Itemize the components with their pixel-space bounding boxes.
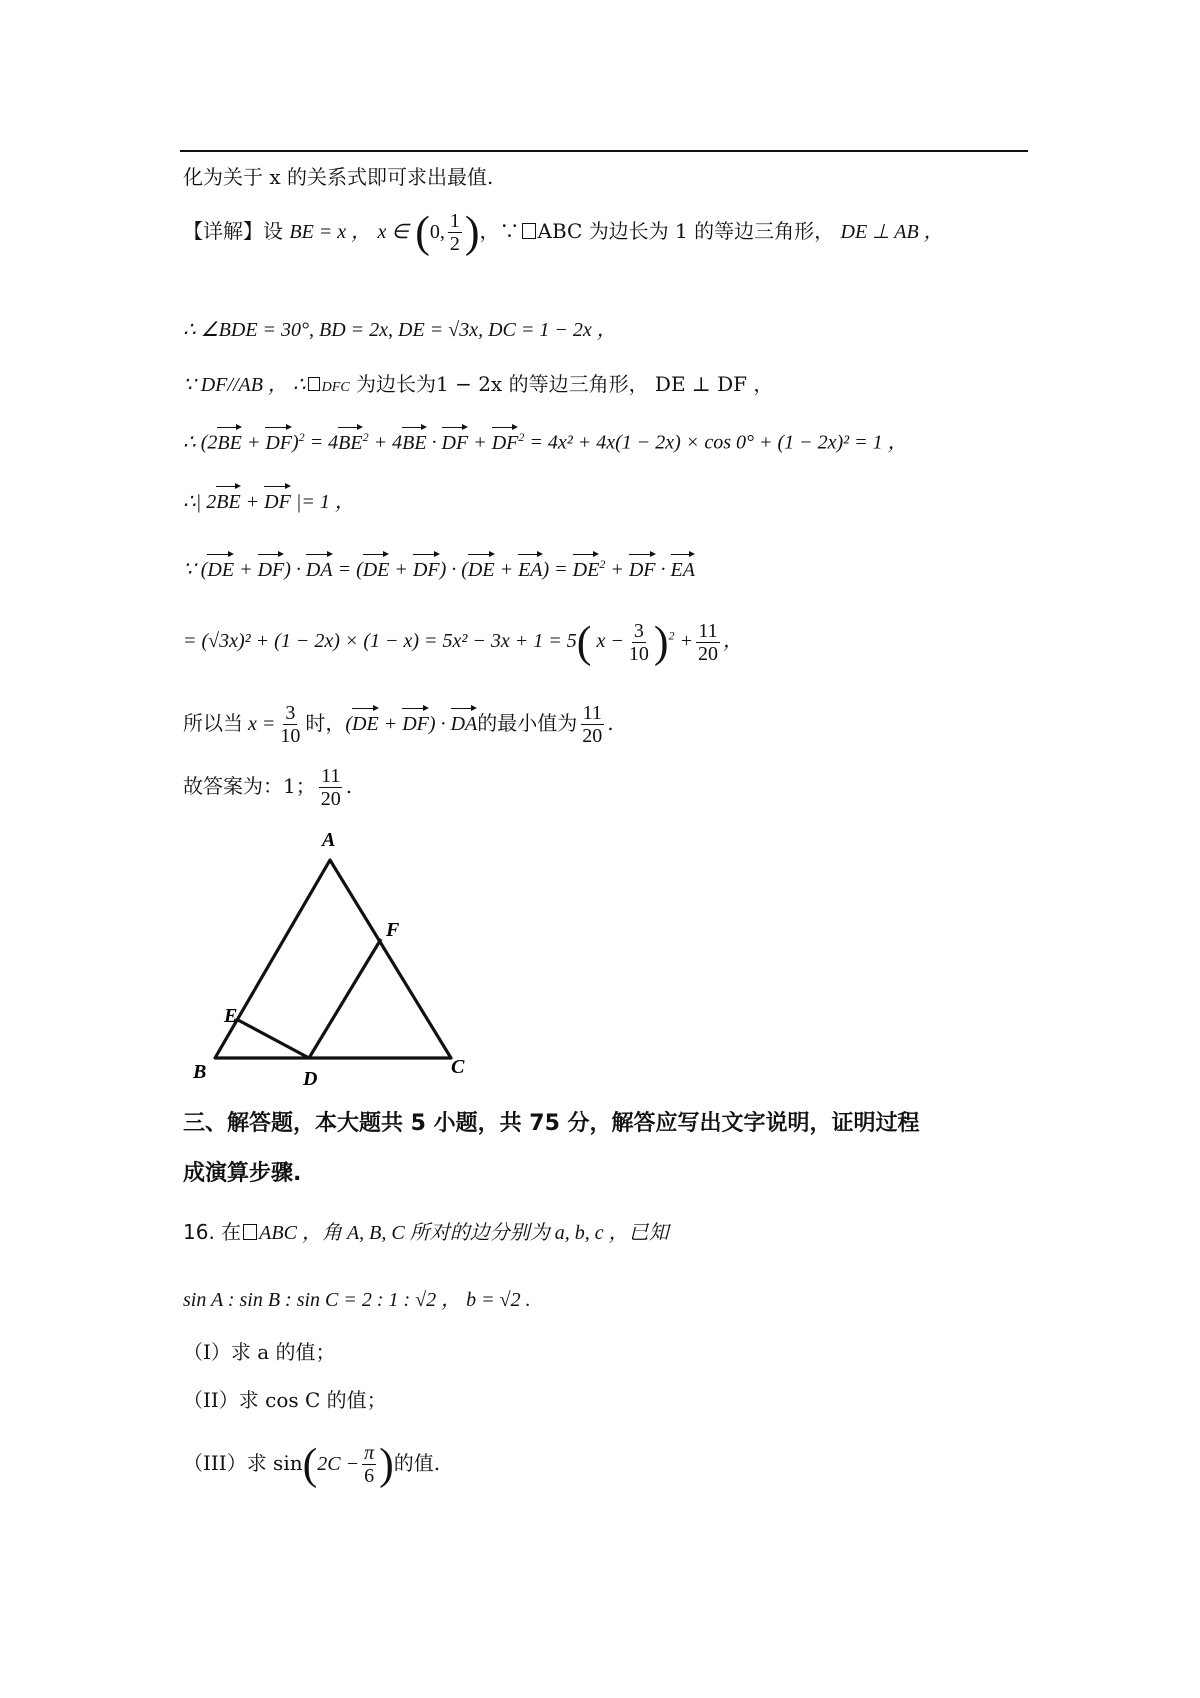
math-line-6: ∴| 2BE + DF |= 1 ， [183, 491, 355, 513]
triangle-diagram [180, 820, 500, 1090]
part3-c: 的值. [393, 1451, 441, 1475]
math-line-7: ∵ (DE + DF) · DA = $(DE + DF) \cdot (DE + EA) = DE^2$ + DF · EA [183, 557, 695, 581]
l9-c: 的最小值为 [477, 711, 578, 735]
l9-a: 所以当 [183, 711, 243, 735]
stem-rest: ABC ，角 A, B, C 所对的边分别为 a, b, c ，已知 [259, 1222, 669, 1244]
l5-rhs: = 4x² + 4x(1 − 2x) × cos 0° + (1 − 2x)² = 1 ， [529, 431, 908, 454]
math-line-3: ∴ ∠BDE = 30°, BD = 2x, DE = √3x, DC = 1 − 2x ， [183, 319, 617, 341]
problem-16-part2: （II）求 cos C 的值； [183, 1388, 387, 1412]
label-b: B [193, 1061, 207, 1083]
label-d: D [303, 1068, 318, 1090]
six: 6 [364, 1465, 375, 1487]
part3-a: （III）求 sin [183, 1451, 303, 1475]
detail-label: 【详解】 [183, 219, 263, 243]
stem-start: 在 [221, 1220, 242, 1244]
math-line-9: 所以当 x = $\frac{3}{10}$ 时，(DE + DF) · DA的最小值为 $\frac{11}{20}$ . [183, 702, 614, 747]
problem-16-part3: （III）求 sin(2C − $\frac{\pi}{6}$ )的值. [183, 1439, 441, 1489]
l4-b: DFC [321, 380, 350, 395]
section-title-line1: 三、解答题，本大题共 5 小题，共 75 分，解答应写出文字说明，证明过程 [183, 1111, 920, 1136]
section-title-line2: 成演算步骤. [183, 1161, 302, 1186]
segment-df [309, 939, 381, 1058]
set-word: 设 [263, 219, 283, 243]
header-rule [180, 150, 1028, 152]
l6-rhs: |= 1 ， [295, 491, 355, 513]
abc-text: ABC 为边长为 1 的等边三角形， [537, 219, 835, 243]
problem-number: 16. [183, 1220, 215, 1244]
pi: π [364, 1442, 375, 1464]
be-eq-x: BE = x ， [289, 221, 372, 243]
l4-a: ∵ DF//AB ， ∴ [183, 374, 306, 396]
part3-b: 2C − [317, 1453, 360, 1475]
label-c: C [451, 1056, 465, 1078]
l8-a: = (√3x)² + (1 − 2x) × (1 − x) = 5x² − 3x + 1 = 5 [183, 630, 577, 653]
segment-de [238, 1020, 309, 1058]
frac-den: 2 [449, 233, 460, 255]
problem-16-part1: （I）求 a 的值； [183, 1340, 336, 1364]
math-line-8: = (√3x)² + (1 − 2x) × (1 − x) = 5x² − 3x + 1 = 5( x − $\frac{3}{10}$ )$^2$ + $\frac{11}{20}$ ， [183, 617, 743, 667]
math-line-5: ∴ $(2BE + DF)^2 = 4BE^2 + 4BE$ · DF + $DF^2 = 4x^2 + 4x(1 - 2x) \times \cos 0^\circ + (1 - 2x)^2 = 1$ ， [183, 430, 908, 454]
answer-line: 故答案为：1； $\frac{11}{20}$ . [183, 765, 353, 810]
label-e: E [224, 1005, 238, 1027]
label-a: A [322, 829, 336, 851]
answer-text: 故答案为：1； [183, 774, 316, 798]
label-f: F [386, 919, 400, 941]
x-in: x ∈ [377, 221, 409, 243]
math-line-4 [183, 372, 773, 398]
problem-16-stem [183, 1220, 669, 1246]
text-line: 化为关于 x 的关系式即可求出最值. [183, 165, 494, 189]
de-perp-ab: DE ⊥ AB ， [840, 221, 944, 243]
frac-num: 1 [449, 210, 460, 232]
problem-16-given: sin A : sin B : sin C = 2 : 1 : √2 ， b = √2 . [183, 1289, 531, 1311]
l4-c: 为边长为1 − 2x 的等边三角形， DE ⊥ DF ， [356, 372, 774, 396]
detail-line: 【详解】设 BE = x ， x ∈ (0, $\frac{1}{2}$ )，∵ ABC 为边长为 1 的等边三角形， DE ⊥ AB ， [183, 207, 944, 257]
l9-b: 时， [305, 711, 346, 735]
